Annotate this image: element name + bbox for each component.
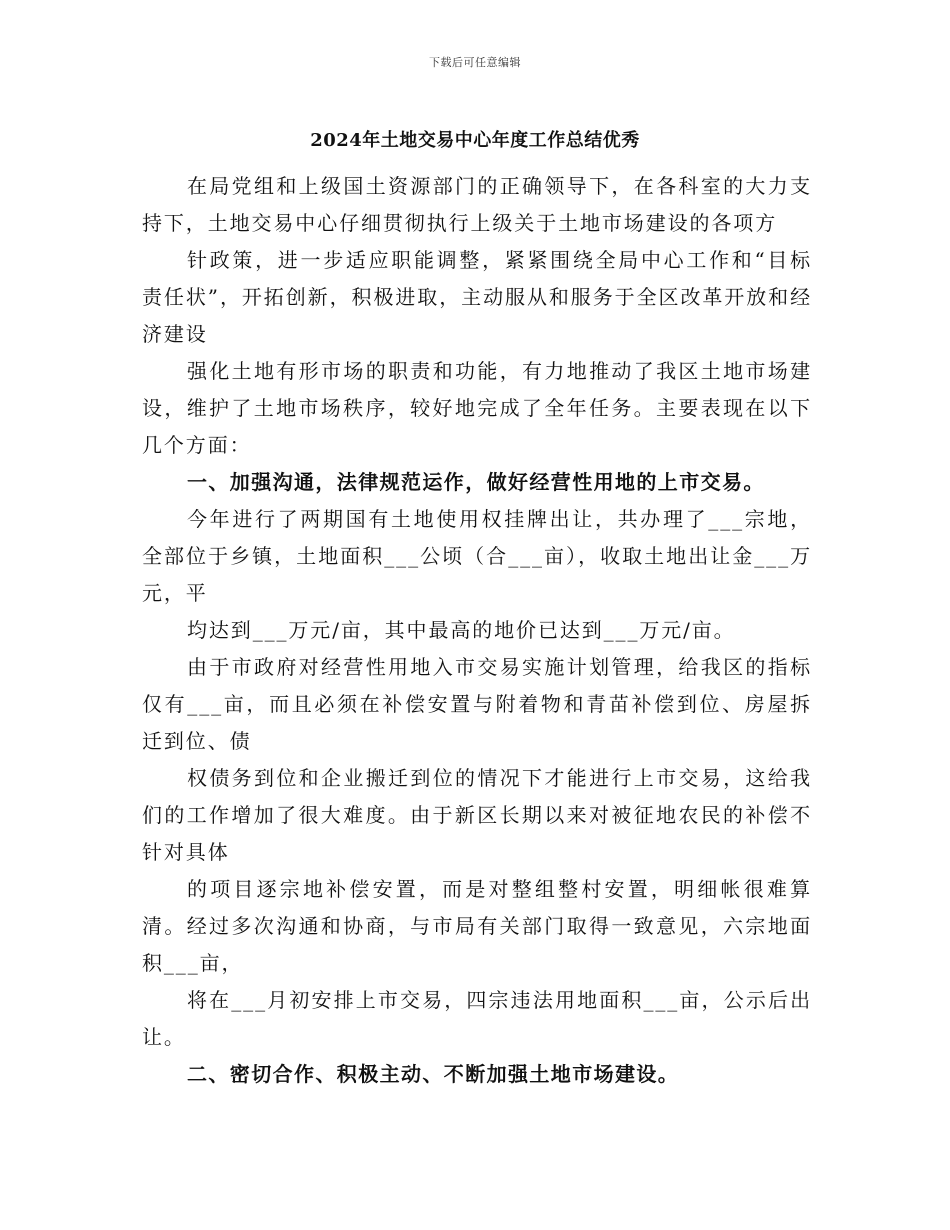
paragraph-1: 在局党组和上级国土资源部门的正确领导下，在各科室的大力支持下，土地交易中心仔细贯彻执行上级关于土地市场建设的各项方 [142,174,812,235]
paragraph-7: 权债务到位和企业搬迁到位的情况下才能进行上市交易，这给我们的工作增加了很大难度。由于新区长期以来对被征地农民的补偿不针对具体 [142,766,812,864]
paragraph-9: 将在___月初安排上市交易，四宗违法用地面积___亩，公示后出让。 [142,988,812,1049]
paragraph-4: 今年进行了两期国有土地使用权挂牌出让，共办理了___宗地，全部位于乡镇，土地面积___公顷（合___亩），收取土地出让金___万元，平 [142,507,812,605]
section-heading-1: 一、加强沟通，法律规范运作，做好经营性用地的上市交易。 [187,470,765,494]
paragraph-5: 均达到___万元/亩，其中最高的地价已达到___万元/亩。 [187,618,736,642]
header-note: 下载后可任意编辑 [429,56,521,69]
paragraph-8: 的项目逐宗地补偿安置，而是对整组整村安置，明细帐很难算清。经过多次沟通和协商，与市局有关部门取得一致意见，六宗地面积___亩， [142,877,812,975]
document-body [142,168,812,1093]
paragraph-6: 由于市政府对经营性用地入市交易实施计划管理，给我区的指标仅有___亩，而且必须在补偿安置与附着物和青苗补偿到位、房屋拆迁到位、债 [142,655,812,753]
document-title: 2024年土地交易中心年度工作总结优秀 [310,130,640,151]
paragraph-3: 强化土地有形市场的职责和功能，有力地推动了我区土地市场建设，维护了土地市场秩序，较好地完成了全年任务。主要表现在以下几个方面： [142,359,812,457]
section-heading-2: 二、密切合作、积极主动、不断加强土地市场建设。 [187,1062,680,1086]
paragraph-2: 针政策，进一步适应职能调整，紧紧围绕全局中心工作和“目标责任状”，开拓创新，积极进取，主动服从和服务于全区改革开放和经济建设 [142,248,812,346]
